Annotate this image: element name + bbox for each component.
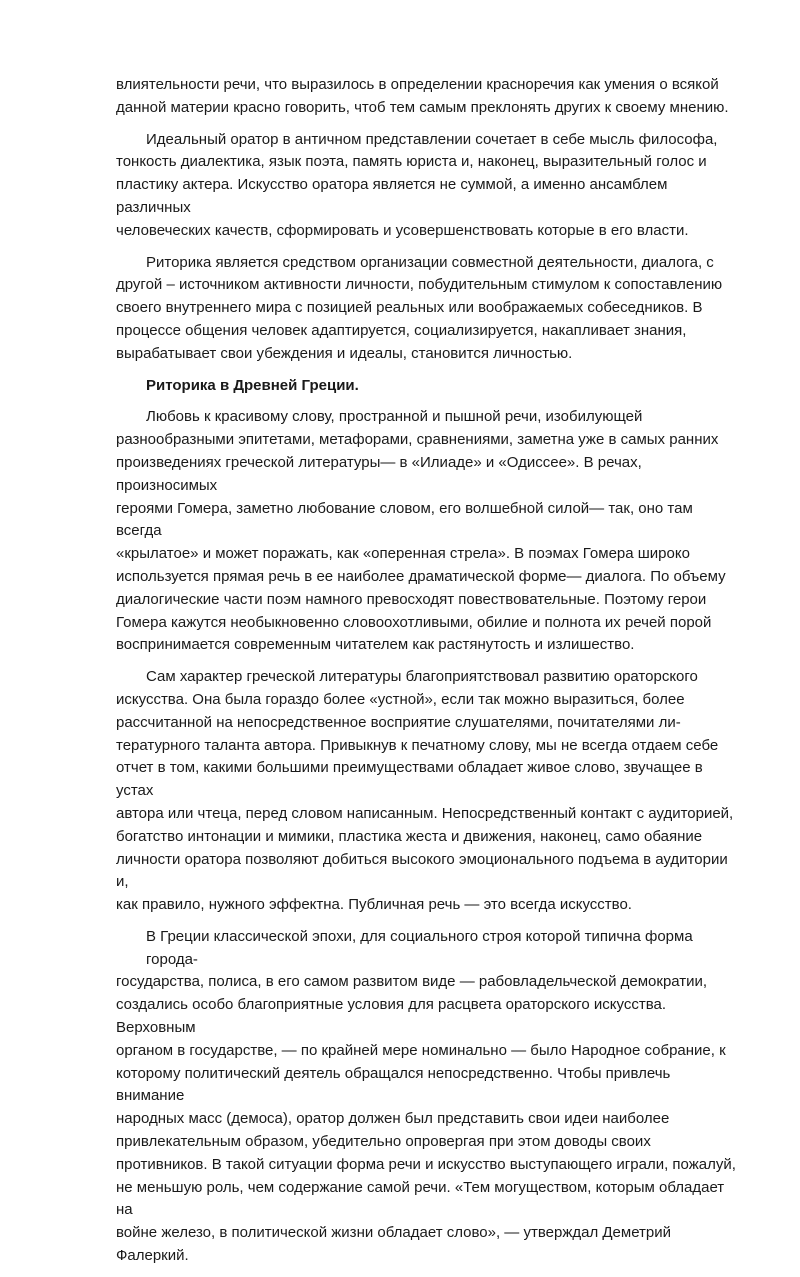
text-line: данной материи красно говорить, чтоб тем самым преклонять других к своему мнению.	[116, 98, 729, 116]
text-line: человеческих качеств, сформировать и усовершенствовать которые в его власти.	[116, 221, 689, 239]
text-line: разнообразными эпитетами, метафорами, сравнениями, заметна уже в самых ранних	[116, 431, 719, 449]
text-line: процессе общения человек адаптируется, социализируется, накапливает знания,	[116, 321, 687, 339]
text-line: создались особо благоприятные условия для расцвета ораторского искусства. Верховным	[116, 996, 667, 1037]
text-line: тературного таланта автора. Привыкнув к печатному слову, мы не всегда отдаем себе	[116, 736, 719, 754]
text-line: воспринимается современным читателем как растянутость и излишество.	[116, 636, 635, 654]
document-page	[116, 74, 741, 1277]
section-heading: Риторика в Древней Греции.	[146, 376, 359, 394]
text-line: другой – источником активности личности, побудительным стимулом к сопоставлению	[116, 276, 723, 294]
text-line: Сам характер греческой литературы благоприятствовал развитию ораторского	[146, 668, 698, 686]
text-line: Идеальный оратор в античном представлении сочетает в себе мысль философа,	[146, 130, 718, 148]
text-line: искусства. Она была гораздо более «устной», если так можно выразиться, более	[116, 690, 685, 708]
text-line: Гомера кажутся необыкновенно словоохотливыми, обилие и полнота их речей порой	[116, 613, 712, 631]
text-line: В Греции классической эпохи, для социального строя которой типична форма города-	[146, 927, 693, 968]
text-line: вырабатывает свои убеждения и идеалы, становится личностью.	[116, 344, 573, 362]
text-line: диалогические части поэм намного превосходят повествовательные. Поэтому герои	[116, 590, 707, 608]
text-line: пластику актера. Искусство оратора является не суммой, а именно ансамблем различных	[116, 176, 668, 216]
paragraph-ideal-orator	[116, 129, 741, 243]
paragraph-classical-greece	[116, 926, 741, 1268]
paragraph-eloquence-definition	[116, 74, 741, 120]
text-line: отчет в том, какими большими преимуществами обладает живое слово, звучащее в устах	[116, 759, 703, 800]
paragraph-rhetoric-means	[116, 252, 741, 366]
text-line: Риторика является средством организации совместной деятельности, диалога, с	[146, 253, 714, 271]
text-line: народных масс (демоса), оратор должен был представить свои идеи наиболее	[116, 1110, 670, 1128]
paragraph-homer	[116, 406, 741, 657]
text-line: которому политический деятель обращался непосредственно. Чтобы привлечь внимание	[116, 1064, 671, 1105]
text-line: как правило, нужного эффектна. Публичная речь — это всегда искусство.	[116, 896, 632, 914]
text-line: автора или чтеца, перед словом написанным. Непосредственный контакт с аудиторией,	[116, 804, 734, 822]
paragraph-oral-literature	[116, 666, 741, 917]
text-line: используется прямая речь в ее наиболее драматической форме— диалога. По объему	[116, 567, 726, 585]
text-line: противников. В такой ситуации форма речи и искусство выступающего играли, пожалуй,	[116, 1155, 736, 1173]
text-line: личности оратора позволяют добиться высокого эмоционального подъема в аудитории и,	[116, 850, 728, 891]
text-line: «крылатое» и может поражать, как «оперенная стрела». В поэмах Гомера широко	[116, 545, 690, 563]
text-line: тонкость диалектика, язык поэта, память юриста и, наконец, выразительный голос и	[116, 153, 707, 171]
text-line: не меньшую роль, чем содержание самой речи. «Тем могуществом, которым обладает на	[116, 1178, 725, 1219]
text-line: рассчитанной на непосредственное восприятие слушателями, почитателями ли-	[116, 713, 681, 731]
text-line: своего внутреннего мира с позицией реальных или воображаемых собеседников. В	[116, 299, 703, 317]
text-line: произведениях греческой литературы— в «Илиаде» и «Одиссее». В речах, произносимых	[116, 453, 642, 494]
text-line: Любовь к красивому слову, пространной и пышной речи, изобилующей	[146, 408, 643, 426]
text-line: влиятельности речи, что выразилось в определении красноречия как умения о всякой	[116, 76, 719, 93]
text-line: богатство интонации и мимики, пластика жеста и движения, наконец, само обаяние	[116, 827, 703, 845]
text-line: привлекательным образом, убедительно опровергая при этом доводы своих	[116, 1133, 651, 1151]
text-line: героями Гомера, заметно любование словом, его волшебной силой— так, оно там всегда	[116, 499, 693, 540]
text-line: органом в государстве, — по крайней мере номинально — было Народное собрание, к	[116, 1041, 726, 1059]
text-line: государства, полиса, в его самом развитом виде — рабовладельческой демократии,	[116, 973, 708, 991]
text-line: войне железо, в политической жизни обладает слово», — утверждал Деметрий Фалеркий.	[116, 1224, 672, 1265]
